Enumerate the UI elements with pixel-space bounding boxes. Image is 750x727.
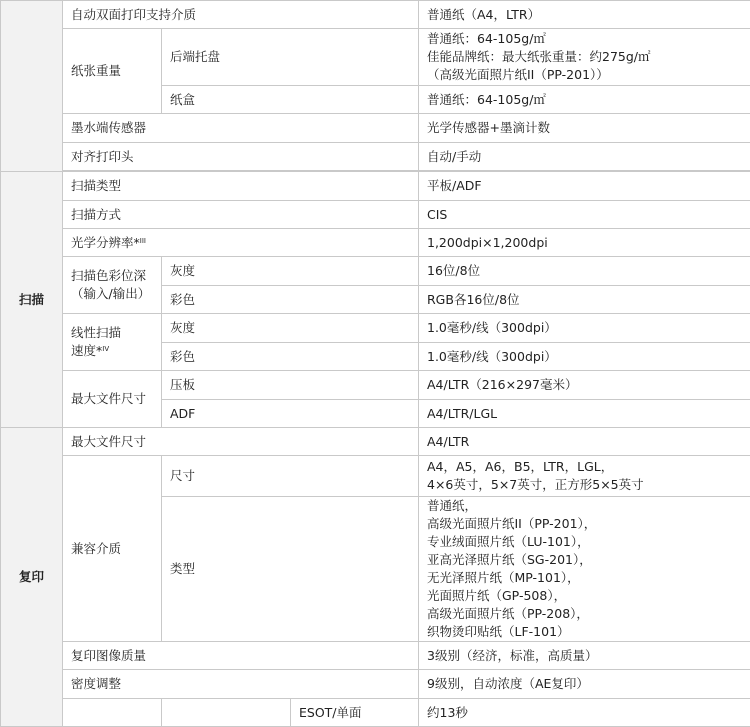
table-row <box>1 670 750 699</box>
row-value: CIS <box>419 201 750 229</box>
table-row <box>1 1 750 29</box>
row-label: 纸张重量 <box>63 29 162 114</box>
row-label: 复印图像质量 <box>63 642 419 670</box>
value-line: 佳能品牌纸：最大纸张重量：约275g/㎡ <box>427 48 743 66</box>
sub-label: 后端托盘 <box>162 29 419 86</box>
row-label: 线性扫描 速度*$^{IV}$ <box>63 314 162 371</box>
row-value: 自动/手动 <box>419 143 750 171</box>
value-line: 普通纸：64-105g/㎡ <box>427 30 743 48</box>
sub-label: 类型 <box>162 497 419 642</box>
value-line: 4×6英寸，5×7英寸，正方形5×5英寸 <box>427 476 743 494</box>
row-label: 光学分辨率*$^{III}$ <box>63 229 419 257</box>
row-value: 9级别，自动浓度（AE复印） <box>419 670 750 699</box>
section-cell-print-body <box>1 1 63 172</box>
section-label-scan: 扫描 <box>1 172 63 428</box>
table-row <box>1 201 750 229</box>
table-row <box>1 114 750 143</box>
value-line: 高级光面照片纸（PP-208）， <box>427 605 743 623</box>
value-line: 亚高光泽照片纸（SG-201）， <box>427 551 743 569</box>
row-label: 最大文件尺寸 <box>63 371 162 428</box>
row-label: 对齐打印头 <box>63 143 419 171</box>
sub-label: 彩色 <box>162 286 419 314</box>
row-label: 扫描色彩位深 （输入/输出） <box>63 257 162 314</box>
sub-label: 灰度 <box>162 257 419 286</box>
table-row <box>1 257 750 286</box>
sub-label: ESOT/单面 <box>291 699 419 727</box>
row-value: 普通纸：64-105g/㎡ <box>419 86 750 114</box>
row-value: 普通纸（A4，LTR） <box>419 1 750 29</box>
sub-label: 纸盒 <box>162 86 419 114</box>
row-value: 1.0毫秒/线（300dpi） <box>419 343 750 371</box>
row-value <box>419 29 750 86</box>
value-line: 织物烫印贴纸（LF-101） <box>427 623 743 641</box>
table-row <box>1 172 750 201</box>
sub-label: 尺寸 <box>162 456 419 497</box>
value-line: 专业绒面照片纸（LU-101）， <box>427 533 743 551</box>
row-value: RGB各16位/8位 <box>419 286 750 314</box>
value-line: 普通纸， <box>427 497 743 515</box>
table-row <box>1 143 750 171</box>
row-value: 3级别（经济，标准，高质量） <box>419 642 750 670</box>
row-label: 最大文件尺寸 <box>63 428 419 456</box>
table-row <box>1 642 750 670</box>
row-value: A4/LTR/LGL <box>419 400 750 428</box>
row-value: 光学传感器+墨滴计数 <box>419 114 750 143</box>
row-label: 自动双面打印支持介质 <box>63 1 419 29</box>
value-line: 光面照片纸（GP-508）， <box>427 587 743 605</box>
row-value: A4/LTR <box>419 428 750 456</box>
value-line: 无光泽照片纸（MP-101）， <box>427 569 743 587</box>
row-value <box>419 456 750 497</box>
sub-label: 彩色 <box>162 343 419 371</box>
footnote-mark: III <box>140 237 146 245</box>
row-value: 16位/8位 <box>419 257 750 286</box>
table-row <box>1 371 750 400</box>
row-label: 密度调整 <box>63 670 419 699</box>
row-value: 1.0毫秒/线（300dpi） <box>419 314 750 343</box>
row-value: A4/LTR（216×297毫米） <box>419 371 750 400</box>
row-label: 兼容介质 <box>63 456 162 642</box>
row-value: 约13秒 <box>419 699 750 727</box>
table-row <box>1 428 750 456</box>
table-row <box>1 229 750 257</box>
value-line: A4，A5，A6，B5，LTR，LGL， <box>427 458 743 476</box>
footnote-mark: IV <box>102 345 109 353</box>
sub-label: 灰度 <box>162 314 419 343</box>
row-label: 扫描方式 <box>63 201 419 229</box>
section-label-copy: 复印 <box>1 428 63 727</box>
row-value <box>419 497 750 642</box>
table-row <box>1 29 750 86</box>
table-row <box>1 456 750 497</box>
row-label: 墨水端传感器 <box>63 114 419 143</box>
table-row <box>1 314 750 343</box>
row-label: 扫描类型 <box>63 172 419 201</box>
sub-label: ADF <box>162 400 419 428</box>
sub-label: 压板 <box>162 371 419 400</box>
value-line: （高级光面照片纸II（PP-201）） <box>427 66 743 84</box>
row-value: 1,200dpi×1,200dpi <box>419 229 750 257</box>
value-line: 高级光面照片纸II（PP-201）， <box>427 515 743 533</box>
row-value: 平板/ADF <box>419 172 750 201</box>
